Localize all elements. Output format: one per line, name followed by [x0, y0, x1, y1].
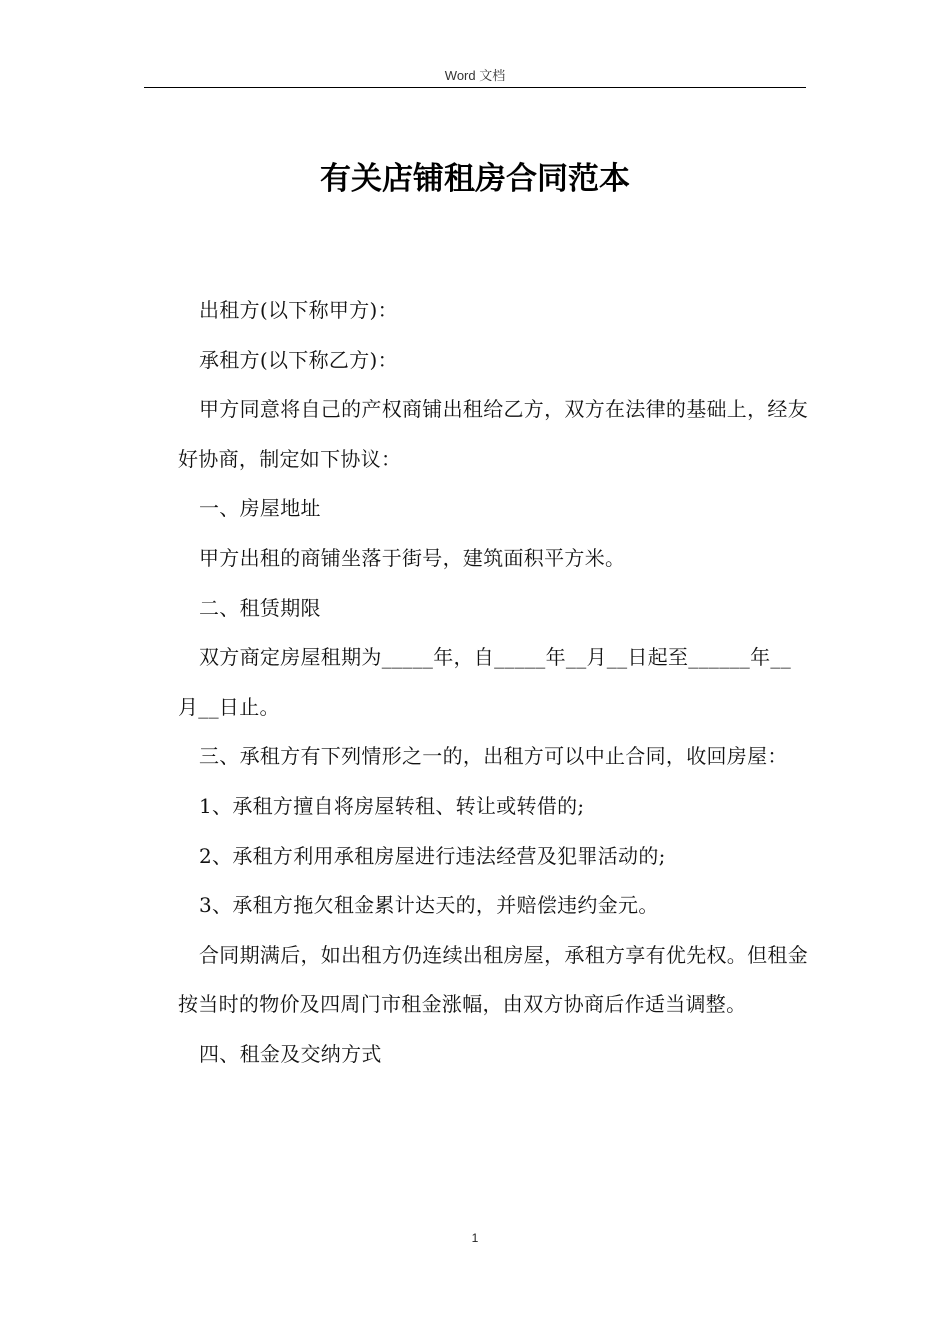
section-heading-address: 一、房屋地址 [199, 496, 321, 521]
page-number: 1 [471, 1231, 479, 1245]
page-header-label: Word 文档 [444, 68, 506, 83]
section-heading-termination: 三、承租方有下列情形之一的，出租方可以中止合同，收回房屋： [199, 744, 788, 769]
document-body [178, 286, 808, 1080]
section-heading-rent: 四、租金及交纳方式 [199, 1041, 382, 1066]
list-item-termination-3: 3、承租方拖欠租金累计达天的，并赔偿违约金元。 [199, 893, 659, 918]
paragraph-term: 双方商定房屋租期为_____年，自_____年__月__日起至______年__月__日止。 [178, 645, 791, 719]
paragraph-agreement-intro: 甲方同意将自己的产权商铺出租给乙方，双方在法律的基础上，经友好协商，制定如下协议： [178, 397, 808, 471]
list-item-termination-1: 1、承租方擅自将房屋转租、转让或转借的; [199, 793, 585, 818]
paragraph-renewal: 合同期满后，如出租方仍连续出租房屋，承租方享有优先权。但租金按当时的物价及四周门市租金涨幅，由双方协商后作适当调整。 [178, 942, 808, 1017]
section-heading-term: 二、租赁期限 [199, 595, 321, 620]
header-divider [144, 87, 806, 88]
paragraph-lessee: 承租方(以下称乙方)： [199, 347, 398, 372]
document-title: 有关店铺租房合同范本 [320, 161, 630, 197]
paragraph-address: 甲方出租的商铺坐落于街号，建筑面积平方米。 [199, 545, 626, 570]
list-item-termination-2: 2、承租方利用承租房屋进行违法经营及犯罪活动的; [199, 843, 666, 868]
paragraph-lessor: 出租方(以下称甲方)： [199, 298, 398, 322]
